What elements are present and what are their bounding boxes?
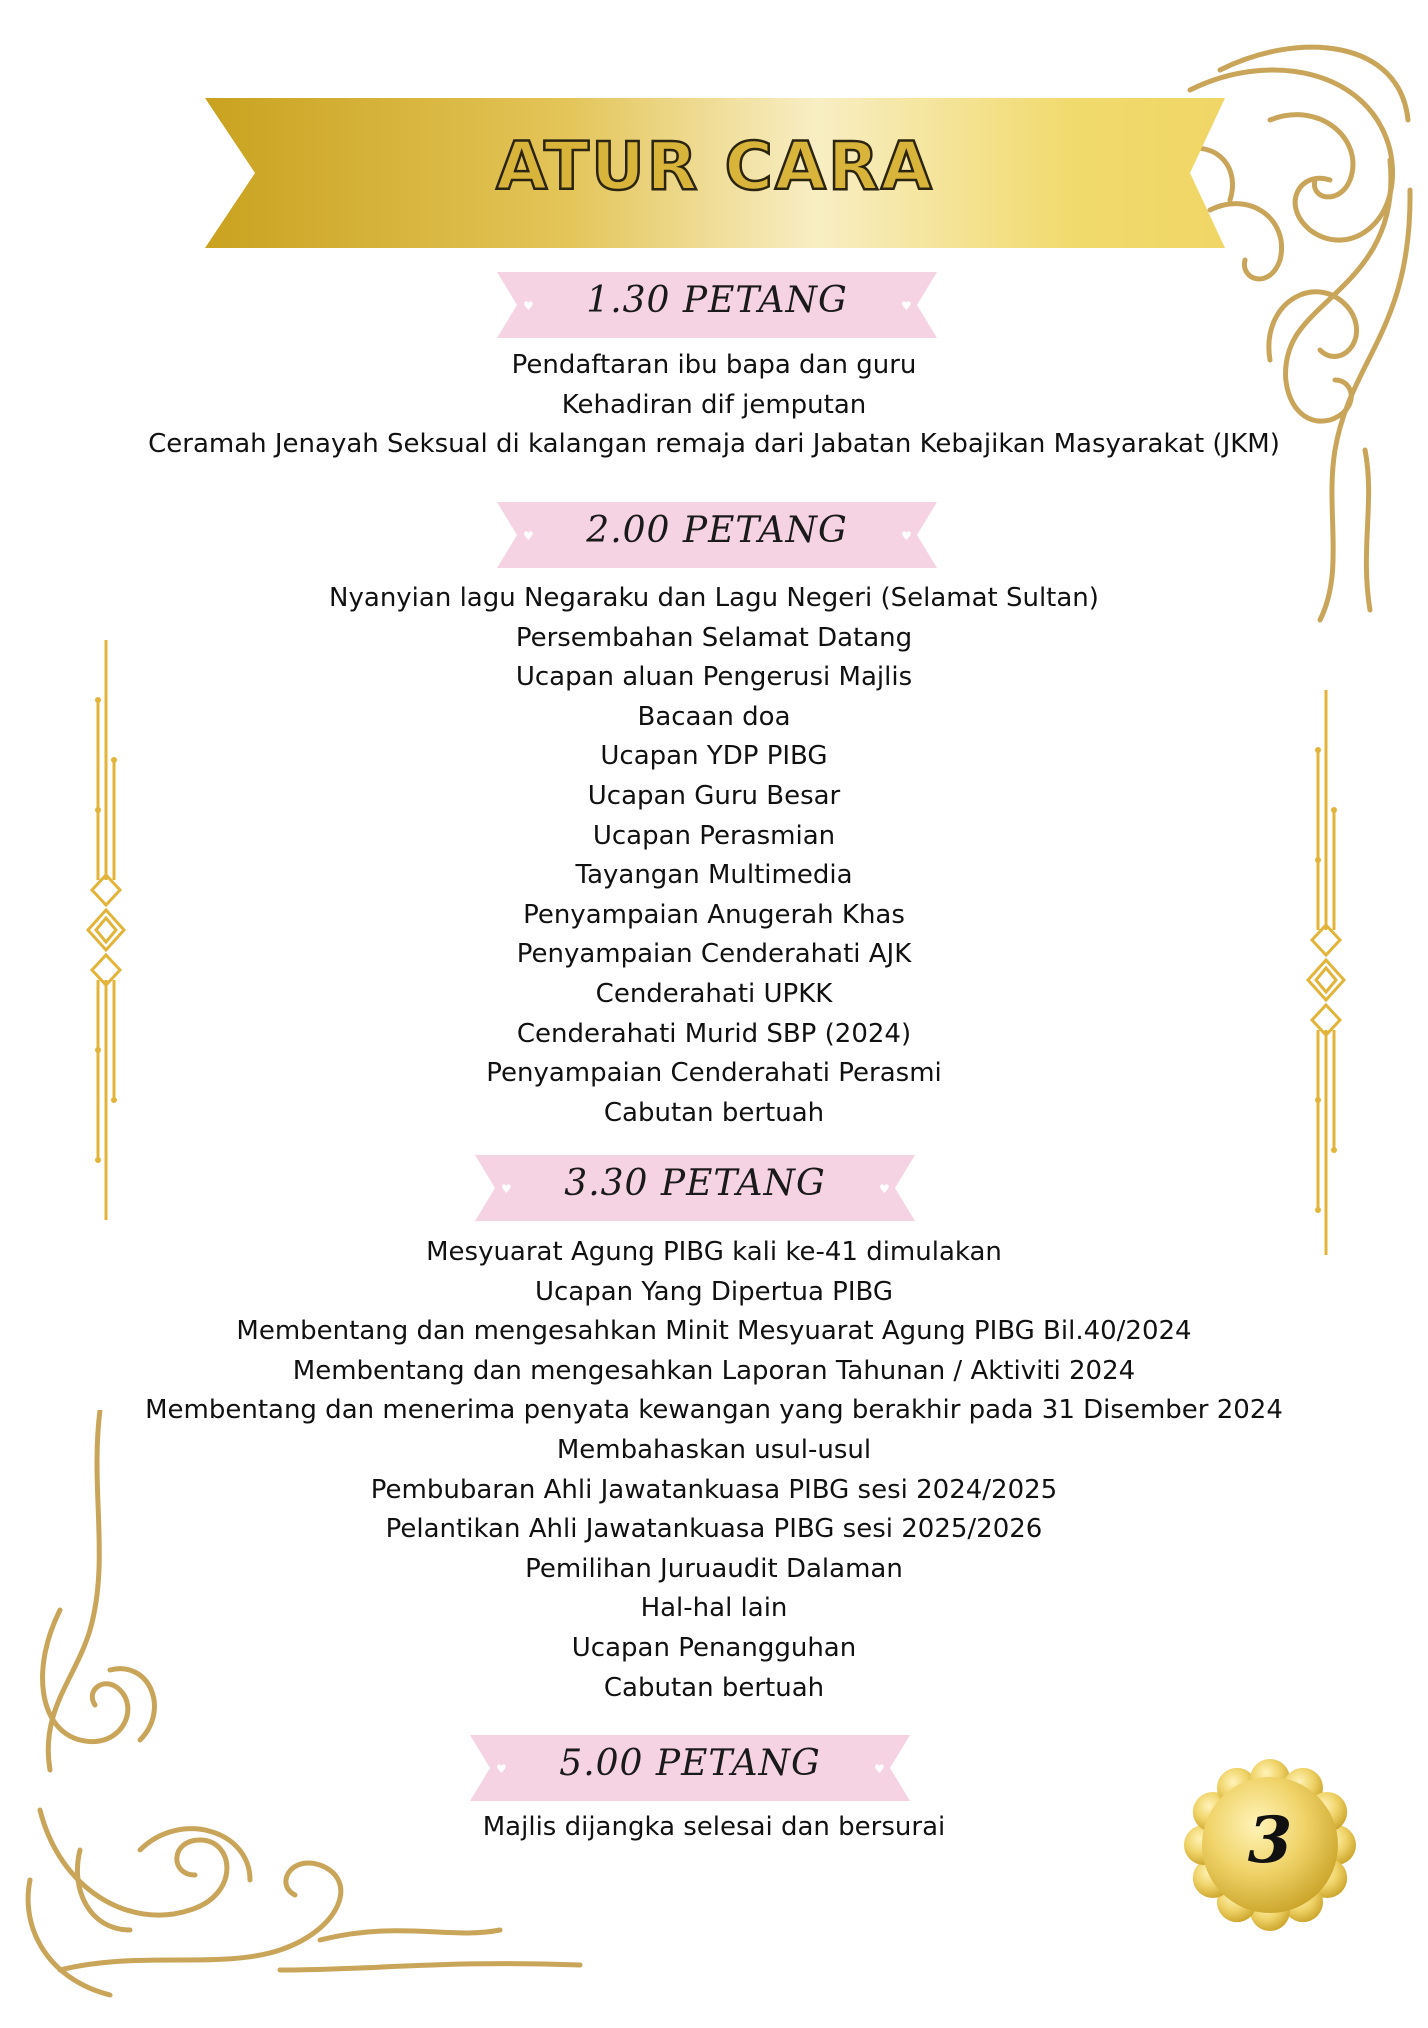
list-item: Pelantikan Ahli Jawatankuasa PIBG sesi 2025/2026 bbox=[385, 1514, 1043, 1545]
list-item: Pendaftaran ibu bapa dan guru bbox=[511, 350, 917, 380]
list-item: Hal-hal lain bbox=[640, 1593, 788, 1624]
time-ribbon-2 bbox=[497, 502, 937, 568]
list-item: Ucapan Yang Dipertua PIBG bbox=[534, 1276, 894, 1307]
time-ribbon-3 bbox=[475, 1155, 915, 1221]
item-list-1 bbox=[0, 346, 1428, 465]
list-item: Ucapan YDP PIBG bbox=[600, 741, 828, 772]
list-item: Nyanyian lagu Negaraku dan Lagu Negeri (Selamat Sultan) bbox=[329, 583, 1099, 613]
list-item: Ceramah Jenayah Seksual di kalangan remaja dari Jabatan Kebajikan Masyarakat (JKM) bbox=[148, 429, 1280, 460]
list-item: Pemilihan Juruaudit Dalaman bbox=[525, 1553, 903, 1584]
list-item: Penyampaian Cenderahati Perasmi bbox=[486, 1058, 942, 1089]
svg-text:♥: ♥ bbox=[523, 299, 534, 313]
item-list-2 bbox=[0, 579, 1428, 1133]
svg-text:♥: ♥ bbox=[523, 529, 534, 543]
list-item: Membentang dan mengesahkan Minit Mesyuarat Agung PIBG Bil.40/2024 bbox=[236, 1316, 1192, 1347]
time-ribbon-4 bbox=[470, 1735, 910, 1801]
page-number-badge bbox=[1180, 1755, 1360, 1935]
list-item: Cabutan bertuah bbox=[603, 1097, 825, 1128]
list-item: Penyampaian Cenderahati AJK bbox=[516, 939, 912, 970]
list-item: Cabutan bertuah bbox=[603, 1672, 825, 1703]
list-item: Cenderahati Murid SBP (2024) bbox=[516, 1018, 912, 1049]
list-item: Mesyuarat Agung PIBG kali ke-41 dimulakan bbox=[426, 1237, 1002, 1267]
list-item: Membentang dan menerima penyata kewangan yang berakhir pada 31 Disember 2024 bbox=[145, 1395, 1283, 1426]
list-item: Tayangan Multimedia bbox=[575, 860, 853, 891]
svg-text:♥: ♥ bbox=[901, 529, 912, 543]
time-label: 5.00 PETANG bbox=[559, 1743, 821, 1784]
svg-text:♥: ♥ bbox=[901, 299, 912, 313]
list-item: Bacaan doa bbox=[637, 701, 791, 732]
svg-text:♥: ♥ bbox=[496, 1762, 507, 1776]
time-label: 2.00 PETANG bbox=[586, 510, 848, 551]
svg-text:♥: ♥ bbox=[879, 1182, 890, 1196]
list-item: Penyampaian Anugerah Khas bbox=[523, 899, 905, 930]
list-item: Membentang dan mengesahkan Laporan Tahunan / Aktiviti 2024 bbox=[292, 1355, 1136, 1386]
title-banner bbox=[205, 98, 1225, 248]
time-label: 1.30 PETANG bbox=[586, 280, 848, 321]
item-list-3 bbox=[0, 1233, 1428, 1708]
page-title: ATUR CARA bbox=[496, 128, 934, 205]
list-item: Kehadiran dif jemputan bbox=[561, 389, 867, 420]
list-item: Ucapan Penangguhan bbox=[571, 1632, 857, 1663]
list-item: Ucapan Perasmian bbox=[592, 820, 836, 851]
time-ribbon-1 bbox=[497, 272, 937, 338]
list-item: Ucapan aluan Pengerusi Majlis bbox=[515, 662, 913, 693]
time-label: 3.30 PETANG bbox=[564, 1163, 826, 1204]
page-number: 3 bbox=[1247, 1803, 1293, 1878]
list-item: Persembahan Selamat Datang bbox=[515, 622, 913, 653]
list-item: Pembubaran Ahli Jawatankuasa PIBG sesi 2024/2025 bbox=[370, 1474, 1058, 1505]
list-item: Ucapan Guru Besar bbox=[587, 780, 841, 811]
svg-text:♥: ♥ bbox=[874, 1762, 885, 1776]
list-item: Cenderahati UPKK bbox=[595, 978, 833, 1009]
list-item: Majlis dijangka selesai dan bersurai bbox=[482, 1812, 946, 1842]
svg-text:♥: ♥ bbox=[501, 1182, 512, 1196]
list-item: Membahaskan usul-usul bbox=[556, 1434, 872, 1465]
